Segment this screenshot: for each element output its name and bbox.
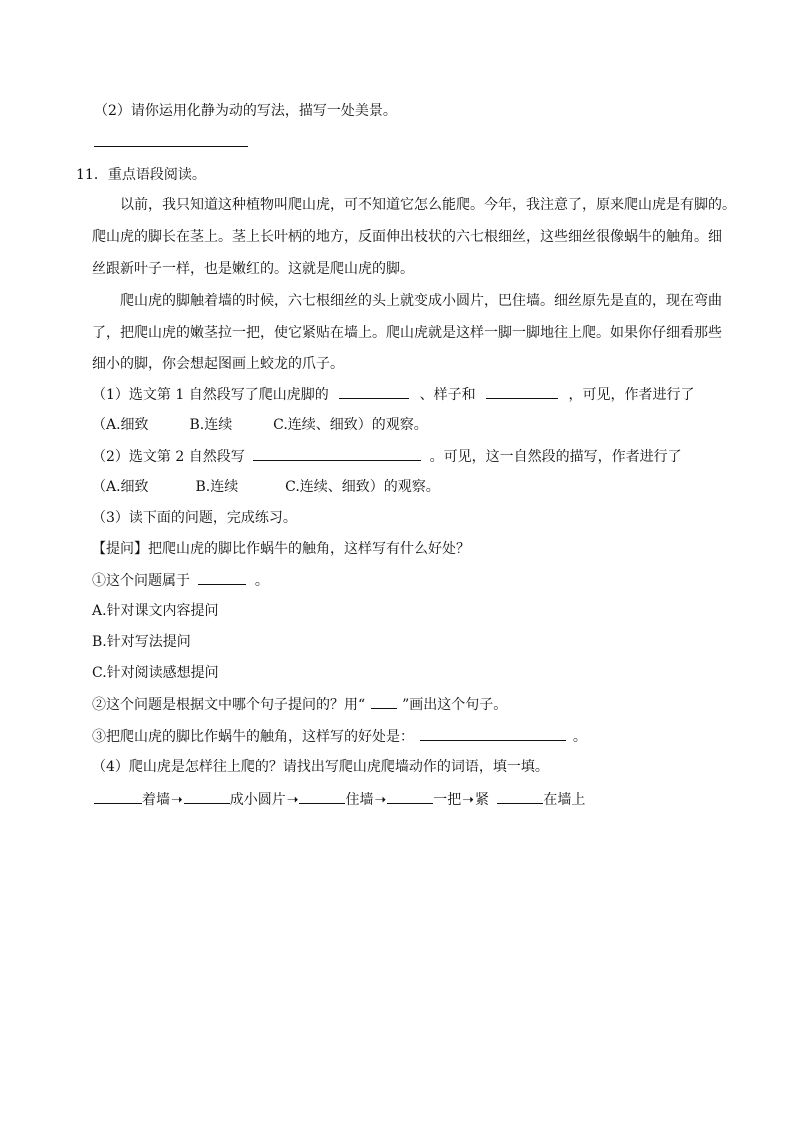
arrow-icon: ➝ [171, 792, 183, 808]
sub2-blank[interactable] [253, 446, 421, 461]
fill-blank-3[interactable] [299, 789, 345, 804]
fill-blank-1[interactable] [94, 789, 142, 804]
item3-text: ③把爬山虎的脚比作蜗牛的触角，这样写的好处是： [92, 729, 414, 745]
sub1-blank-1[interactable] [339, 384, 409, 399]
sub3-instruction: （3）读下面的问题，完成练习。 [92, 510, 297, 526]
sub4-instruction: （4）爬山虎是怎样往上爬的？请找出写爬山虎爬墙动作的词语，填一填。 [92, 759, 549, 775]
fill-chain [94, 789, 585, 810]
choice-a[interactable]: A.针对课文内容提问 [92, 603, 219, 619]
fill-blank-5[interactable] [497, 789, 543, 804]
sub2-option-a: （A.细致 [92, 479, 149, 495]
sub1-blank-2[interactable] [486, 384, 558, 399]
sub2-text-b: 。可见，这一自然段的描写，作者进行了 [429, 449, 682, 465]
sub1-text-c: ，可见，作者进行了 [568, 387, 695, 403]
sub1-text-a: （1）选文第 1 自然段写了爬山虎脚的 [92, 387, 329, 403]
para1-line3: 丝跟新叶子一样，也是嫩红的。这就是爬山虎的脚。 [92, 261, 414, 277]
item3 [92, 726, 587, 747]
q10-part2-prompt: （2）请你运用化静为动的写法，描写一处美景。 [94, 103, 397, 119]
fill-blank-4[interactable] [387, 789, 433, 804]
sub1-option-a: （A.细致 [92, 417, 149, 433]
item1 [92, 570, 269, 591]
para2-line1: 爬山虎的脚触着墙的时候，六七根细丝的头上就变成小圆片，巴住墙。细丝原先是直的，现在弯曲 [120, 293, 722, 309]
fill-word-3: 住墙 [345, 792, 374, 808]
arrow-icon: ➝ [374, 792, 387, 808]
item2-end: ”画出这个句子。 [402, 697, 508, 713]
fill-word-1: 着墙 [142, 792, 170, 808]
answer-line[interactable] [94, 146, 248, 147]
fill-blank-2[interactable] [184, 789, 230, 804]
q11-title: 11．重点语段阅读。 [76, 167, 206, 183]
para1-line2: 爬山虎的脚长在茎上。茎上长叶柄的地方，反面伸出枝状的六七根细丝，这些细丝很像蜗牛的触角。细 [92, 229, 722, 245]
sub2-options [92, 477, 440, 497]
item1-blank[interactable] [198, 570, 246, 585]
sub1-line1 [92, 384, 695, 405]
arrow-icon: ➝ [286, 792, 299, 808]
sub1-option-c: C.连续、细致）的观察。 [273, 417, 428, 433]
sub2-option-b: B.连续 [195, 479, 239, 495]
choice-c[interactable]: C.针对阅读感想提问 [92, 665, 219, 681]
para1-line1: 以前，我只知道这种植物叫爬山虎，可不知道它怎么能爬。今年，我注意了，原来爬山虎是有脚的。 [120, 197, 736, 213]
para2-line2: 了，把爬山虎的嫩茎拉一把，使它紧贴在墙上。爬山虎就是这样一脚一脚地往上爬。如果你仔细看那些 [92, 325, 722, 341]
sub1-options [92, 415, 428, 435]
item3-end: 。 [572, 729, 587, 745]
sub2-line1 [92, 446, 682, 467]
choice-b[interactable]: B.针对写法提问 [92, 634, 191, 650]
fill-word-5: 紧 [474, 792, 489, 808]
fill-word-4: 一把 [433, 792, 462, 808]
sub1-text-b: 、样子和 [419, 387, 476, 403]
item2 [92, 694, 507, 715]
item1-end: 。 [254, 573, 269, 589]
item2-underline-sample [371, 694, 397, 709]
sub2-text-a: （2）选文第 2 自然段写 [92, 449, 245, 465]
item3-blank[interactable] [420, 726, 566, 741]
sub1-option-b: B.连续 [189, 417, 233, 433]
item2-text: ②这个问题是根据文中哪个句子提问的？用“ [92, 697, 366, 713]
arrow-icon: ➝ [462, 792, 474, 808]
item1-text: ①这个问题属于 [92, 573, 190, 589]
fill-word-6: 在墙上 [543, 792, 586, 808]
fill-word-2: 成小圆片 [229, 792, 286, 808]
para2-line3: 细小的脚，你会想起图画上蛟龙的爪子。 [92, 356, 344, 372]
sub2-option-c: C.连续、细致）的观察。 [285, 479, 440, 495]
question-prompt: 【提问】把爬山虎的脚比作蜗牛的触角，这样写有什么好处？ [92, 541, 470, 557]
